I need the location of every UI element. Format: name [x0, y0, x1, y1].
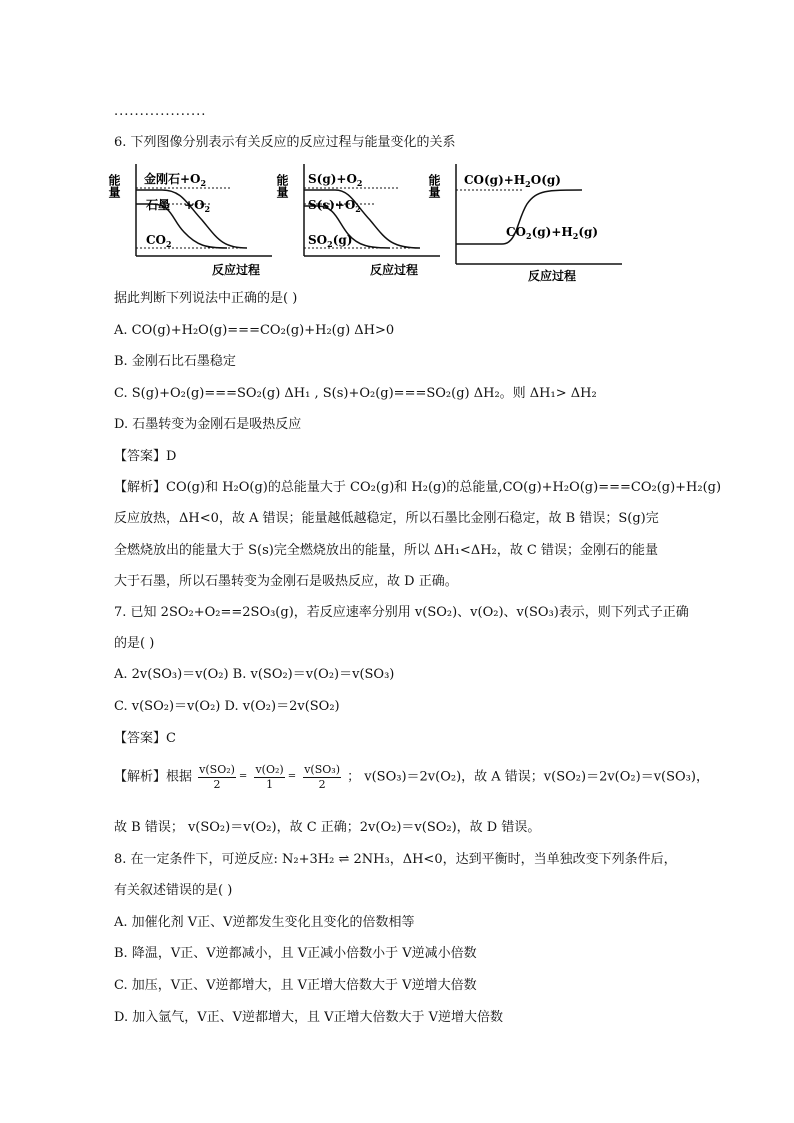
energy-diagrams [107, 160, 632, 283]
svg-text:CO2: $CO_2$ [146, 233, 172, 249]
q7-stem-2: 的是( ) [114, 636, 155, 651]
q8-option-c: C. 加压，V正、V逆都增大，且 V正增大倍数大于 V逆增大倍数 [114, 978, 477, 993]
q8-option-d: D. 加入氩气，V正、V逆都增大，且 V正增大倍数大于 V逆增大倍数 [114, 1010, 504, 1025]
d3-top-label: CO(g)+H [464, 173, 526, 187]
svg-text:S(s)+O2: $S(s)+O_2$ [308, 198, 361, 214]
svg-text:S(g)+O2: $S(g)+O_2$ [308, 172, 363, 188]
q7-stem-1: 7. 已知 2SO₂+O₂==2SO₃(g)，若反应速率分别用 v(SO₂)、v(O₂)、v(SO₃)表示，则下列式子正确 [114, 605, 689, 620]
d1-bottom-label: CO [146, 233, 167, 247]
fraction-2: $\frac{\text{v(O₂)}}{1}$ [255, 762, 284, 791]
q7-exp-suffix: ； v(SO₃)＝2v(O₂)，故 A 错误；v(SO₂)＝2v(O₂)＝v(SO₃)， [347, 769, 709, 785]
q8-stem-2: 有关叙述错误的是( ) [114, 883, 233, 898]
svg-text:CO2(g)+H2(g): $CO_2(g)+H_2(g)$ [506, 225, 599, 241]
q6-explanation-4: 大于石墨，所以石墨转变为金刚石是吸热反应，故 D 正确。 [114, 574, 458, 589]
diagram-3 [427, 164, 622, 283]
d2-mid-label: S(s)+O [308, 198, 356, 212]
q6-explanation-1: 【解析】CO(g)和 H₂O(g)的总能量大于 CO₂(g)和 H₂(g)的总能量,CO(g)+H₂O(g)===CO₂(g)+H₂(g) [114, 480, 722, 495]
d1-x-axis-label: 反应过程 [212, 263, 261, 277]
q8-option-b: B. 降温，V正、V逆都减小，且 V正减小倍数小于 V逆减小倍数 [114, 946, 477, 961]
svg-text:SO2(g): $SO_2(g)$ [308, 233, 353, 249]
fraction-3: $\frac{\text{v(SO₃)}}{2}$ [304, 762, 340, 791]
d1-mid-label: 石墨 [146, 198, 171, 212]
q6-answer: 【答案】D [114, 449, 177, 464]
q7-answer: 【答案】C [114, 731, 176, 746]
q6-stem: 6. 下列图像分别表示有关反应的反应过程与能量变化的关系 [114, 135, 456, 150]
q6-explanation-2: 反应放热，ΔH<0，故 A 错误；能量越低越稳定，所以石墨比金刚石稳定，故 B 错误；S(g)完 [114, 511, 659, 526]
q8-option-a: A. 加催化剂 V正、V逆都发生变化且变化的倍数相等 [114, 915, 415, 930]
d3-y-axis-label: 能量 [427, 174, 441, 198]
separator-dots: .................. [114, 104, 207, 119]
fraction-1: $\frac{\text{v(SO₂)}}{2}$ [199, 762, 235, 791]
d2-y-axis-label: 能量 [275, 174, 289, 198]
diagram-1 [107, 164, 272, 277]
q7-options-ab: A. 2v(SO₃)＝v(O₂) B. v(SO₂)＝v(O₂)＝v(SO₃) [114, 667, 395, 682]
d2-x-axis-label: 反应过程 [370, 263, 419, 277]
d2-bottom-label: SO [308, 233, 328, 247]
q7-exp-prefix: 【解析】根据 [114, 769, 193, 785]
q6-option-c: C. S(g)+O₂(g)===SO₂(g) ΔH₁ , S(s)+O₂(g)===SO₂(g) ΔH₂。则 ΔH₁> ΔH₂ [114, 386, 597, 401]
q6-explanation-3: 全燃烧放出的能量大于 S(s)完全燃烧放出的能量，所以 ΔH₁<ΔH₂，故 C 错误；金刚石的能量 [114, 543, 658, 558]
d3-x-axis-label: 反应过程 [528, 269, 577, 283]
q6-question: 据此判断下列说法中正确的是( ) [114, 291, 298, 306]
q6-option-a: A. CO(g)+H₂O(g)===CO₂(g)+H₂(g) ΔH>0 [114, 323, 395, 338]
d3-bottom-label: CO [506, 225, 527, 239]
q7-options-cd: C. v(SO₂)＝v(O₂) D. v(O₂)＝2v(SO₂) [114, 699, 340, 714]
diagram-2 [275, 164, 440, 277]
q7-explanation-2: 故 B 错误； v(SO₂)＝v(O₂)，故 C 正确；2v(O₂)＝v(SO₂)，故 D 错误。 [114, 820, 541, 835]
svg-text:石墨+O2: 石墨 $+O_2$ [146, 198, 211, 214]
q8-stem-1: 8. 在一定条件下，可逆反应: N₂+3H₂ ⇌ 2NH₃，ΔH<0，达到平衡时，当单独改变下列条件后， [114, 852, 677, 867]
d1-y-axis-label: 能量 [107, 174, 121, 198]
q7-explanation-1: 【解析】根据 $\frac{\text{v(SO₂)}}{2}$ = $\frac{\text{v(O₂)}}{1}$ = $\frac{\text{v(SO₃)}}{2}$ ； v(SO₃)＝2v(O₂)，故 A 错误；v(SO₂)＝2v(O₂)＝v(SO₃)， [114, 762, 709, 791]
q6-option-d: D. 石墨转变为金刚石是吸热反应 [114, 417, 302, 432]
q6-option-b: B. 金刚石比石墨稳定 [114, 354, 236, 369]
svg-text:金刚石+O2: 金刚石$+O_2$ [144, 172, 207, 188]
svg-text:CO(g)+H2O(g): $CO(g)+H_2O(g)$ [464, 173, 561, 189]
d2-top-label: S(g)+O [308, 172, 357, 186]
d1-top-label: 金刚石+O [144, 172, 201, 186]
